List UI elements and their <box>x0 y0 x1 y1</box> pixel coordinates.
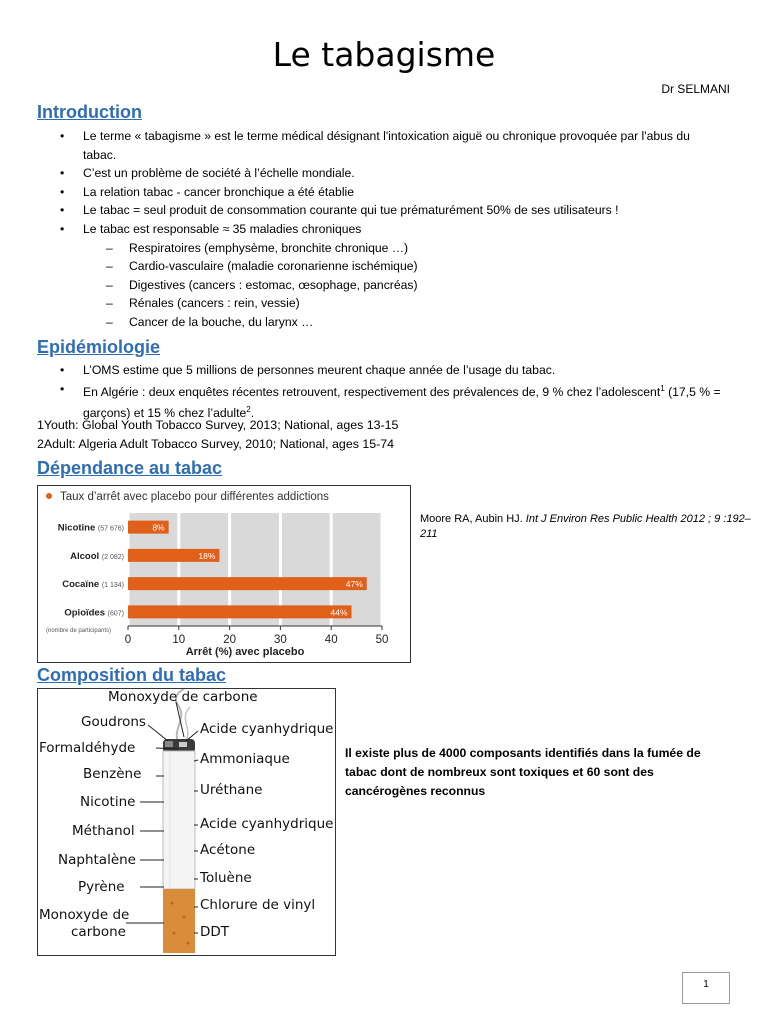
list-item: • C’est un problème de société à l’échelle mondiale. <box>0 164 723 183</box>
list-item-text: Le tabac est responsable ≈ 35 maladies chroniques <box>83 221 362 236</box>
x-tick-label: 10 <box>172 634 186 646</box>
label-nicotine: Nicotine <box>80 794 136 810</box>
x-tick-label: 50 <box>375 634 389 646</box>
bar-value-label: 8% <box>152 522 165 533</box>
disease-sublist <box>83 239 723 332</box>
participants-count: (1 134) <box>101 582 124 590</box>
label-ddt: DDT <box>200 924 230 940</box>
label-monoxyde-bottom-line2: carbone <box>71 924 126 940</box>
category-label <box>58 523 124 534</box>
label-chlorure-de-vinyl: Chlorure de vinyl <box>200 897 316 913</box>
list-item: • La relation tabac - cancer bronchique a été établie <box>0 183 723 202</box>
chart-reference <box>420 512 768 542</box>
category-label <box>70 551 124 562</box>
bar <box>128 577 367 590</box>
heading-introduction: Introduction <box>37 102 142 122</box>
sub-list-item: – Digestives (cancers : estomac, œsophage, pancréas) <box>83 276 689 295</box>
x-axis-label: Arrêt (%) avec placebo <box>185 646 305 658</box>
author-name: Dr SELMANI <box>661 82 730 96</box>
sub-list-item: – Cancer de la bouche, du larynx … <box>83 313 689 332</box>
bar-value-label: 18% <box>198 550 216 561</box>
cigarette-composition-diagram <box>37 688 336 956</box>
introduction-list <box>0 127 723 332</box>
prevalence-text-b: (17,5 % = garçons) et 15 % chez l’adulte <box>83 384 721 421</box>
sub-list-item: – Respiratoires (emphysème, bronchite chronique …) <box>83 239 689 258</box>
label-formaldehyde: Formaldéhyde <box>39 740 136 756</box>
x-tick-label: 40 <box>324 634 338 646</box>
label-acide-cyanhydrique-2: Acide cyanhydrique <box>200 816 334 832</box>
placebo-quit-rate-chart <box>37 485 411 663</box>
participants-count: (607) <box>107 610 124 618</box>
label-naphtalene: Naphtalène <box>58 852 136 868</box>
page-number: 1 <box>682 972 730 1004</box>
list-item: • L’OMS estime que 5 millions de personnes meurent chaque année de l’usage du tabac. <box>0 361 723 380</box>
heading-composition: Composition du tabac <box>37 665 226 685</box>
label-ammoniaque: Ammoniaque <box>200 751 290 767</box>
footnote-ref-2: 2 <box>246 405 251 415</box>
participants-note: (nombre de participants) <box>46 628 112 634</box>
list-item: • Le tabac = seul produit de consommation courante qui tue prématurément 50% de ses utilisateurs ! <box>0 201 723 220</box>
heading-dependance: Dépendance au tabac <box>37 458 223 478</box>
sub-list-item: – Rénales (cancers : rein, vessie) <box>83 294 689 313</box>
prevalence-text-a: En Algérie : deux enquêtes récentes retrouvent, respectivement des prévalences de, 9 % chez l’adolescent <box>83 384 661 399</box>
bar <box>128 605 352 618</box>
category-name: Opioïdes <box>64 607 108 619</box>
chart-svg <box>38 486 410 662</box>
reference-authors: Moore RA, Aubin HJ. <box>420 513 526 525</box>
label-monoxyde-top: Monoxyde de carbone <box>108 689 258 705</box>
chart-title: Taux d’arrêt avec placebo pour différentes addictions <box>60 491 329 503</box>
heading-epidemiologie: Epidémiologie <box>37 337 161 357</box>
list-item <box>0 380 723 423</box>
composition-note: Il existe plus de 4000 composants identifiés dans la fumée de tabac dont de nombreux sont toxiques et 60 sont des cancérogènes reconnus <box>345 746 701 798</box>
page-title: Le tabagisme <box>272 35 496 74</box>
category-name: Cocaïne <box>62 579 102 591</box>
list-item: • Le terme « tabagisme » est le terme médical désignant l'intoxication aiguë ou chronique provoquée par l'abus du tabac. <box>0 127 723 164</box>
category-label <box>64 607 124 618</box>
epidemiologie-list <box>0 361 723 423</box>
label-benzene: Benzène <box>83 766 142 782</box>
label-pyrene: Pyrène <box>78 879 125 895</box>
bar-value-label: 47% <box>345 579 363 590</box>
label-methanol: Méthanol <box>72 823 135 839</box>
label-monoxyde-bottom-line1: Monoxyde de <box>39 907 130 923</box>
category-name: Nicotine <box>57 522 98 534</box>
list-item <box>0 220 723 332</box>
footnote-2: 2Adult: Algeria Adult Tobacco Survey, 2010; National, ages 15-74 <box>37 437 395 451</box>
label-toluene: Toluène <box>200 870 252 886</box>
category-label <box>62 579 124 590</box>
label-goudrons: Goudrons <box>81 714 146 730</box>
x-tick-label: 0 <box>124 634 132 646</box>
footnote-1: 1Youth: Global Youth Tobacco Survey, 2013; National, ages 13-15 <box>37 418 399 432</box>
title-bullet-icon <box>46 493 52 499</box>
label-acetone: Acétone <box>200 842 256 858</box>
bar-value-label: 44% <box>330 607 348 618</box>
sub-list-item: – Cardio-vasculaire (maladie coronarienne ischémique) <box>83 257 689 276</box>
prevalence-text-c: . <box>250 406 255 421</box>
participants-count: (57 676) <box>97 525 124 533</box>
participants-count: (2 082) <box>101 553 124 561</box>
x-tick-label: 20 <box>223 634 236 646</box>
category-name: Alcool <box>70 550 102 562</box>
x-tick-label: 30 <box>274 634 287 646</box>
footnote-ref-1: 1 <box>660 383 665 393</box>
label-acide-cyanhydrique-1: Acide cyanhydrique <box>200 721 334 737</box>
label-urethane: Uréthane <box>200 782 263 798</box>
reference-journal: Int J Environ Res Public Health 2012 ; 9 :192–211 <box>420 513 751 540</box>
